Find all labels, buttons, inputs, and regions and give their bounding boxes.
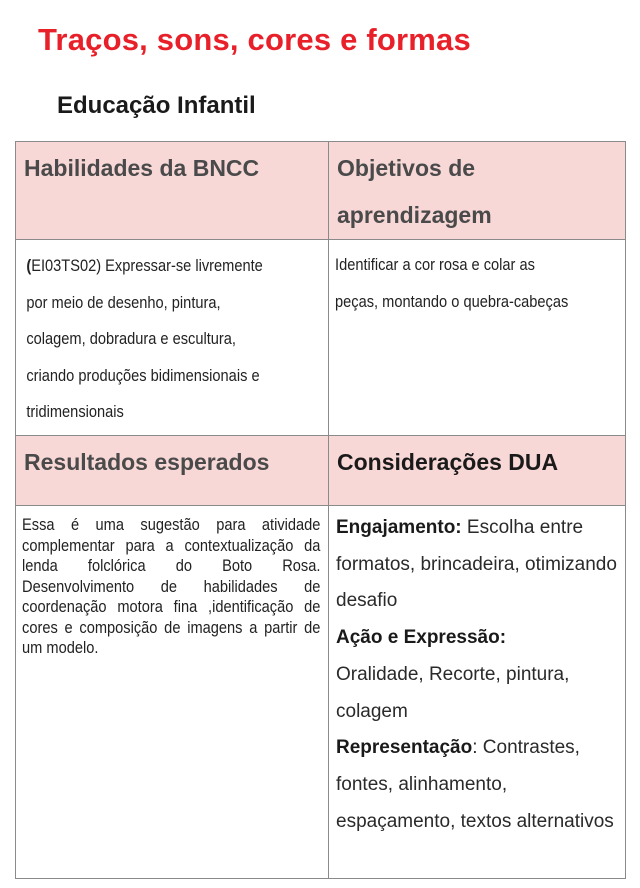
header-habilidades: Habilidades da BNCC [24,155,260,181]
resultados-cell [16,506,329,879]
table-row [16,240,626,436]
bncc-open-paren: ( [26,256,32,275]
bncc-line: tridimensionais [26,402,124,421]
header-resultados: Resultados esperados [24,449,270,475]
table-header-row [16,142,626,240]
header-cell-habilidades [16,142,329,240]
resultados-text: Essa é uma sugestão para atividade complementar para a contextualização da lenda folclórica do Boto Rosa. Desenvolvimento de habilidades de coordenação motora fina ,identificação de cores e composição de imagens a partir de um modelo. [22,515,321,657]
page-title: Traços, sons, cores e formas [38,22,471,57]
bncc-cell [16,240,329,436]
page-subtitle: Educação Infantil [57,92,256,119]
bncc-line: por meio de desenho, pintura, [26,292,221,312]
header-cell-resultados [16,436,329,506]
header-objetivos: Objetivos de aprendizagem [337,155,492,228]
dua-engajamento-text: Escolha entre formatos, brincadeira, otimizando desafio [336,517,617,612]
table-row [16,506,626,879]
bncc-text [16,240,338,431]
objetivos-line: peças, montando o quebra-cabeças [335,292,569,311]
table-header-row [16,436,626,506]
dua-acao-text: Oralidade, Recorte, pintura, colagem [336,663,570,722]
dua-cell [329,506,626,879]
bncc-line: EI03TS02) Expressar-se livremente [31,256,263,275]
lesson-table [15,141,626,879]
objetivos-line: Identificar a cor rosa e colar as [335,255,535,274]
bncc-line: criando produções bidimensionais e [26,365,260,385]
header-consideracoes: Considerações DUA [337,449,559,475]
dua-representacao-text: : Contrastes, fontes, alinhamento, espaçamento, textos alternativos [336,737,614,832]
objetivos-cell [329,240,626,436]
dua-representacao-label: Representação [336,737,473,759]
dua-text [329,506,625,840]
header-cell-objetivos [329,142,626,240]
bncc-line: colagem, dobradura e escultura, [26,329,236,348]
dua-acao-label: Ação e Expressão: [336,627,507,649]
dua-engajamento-label: Engajamento: [336,517,462,538]
header-cell-consideracoes [329,436,626,506]
objetivos-text [329,240,630,320]
